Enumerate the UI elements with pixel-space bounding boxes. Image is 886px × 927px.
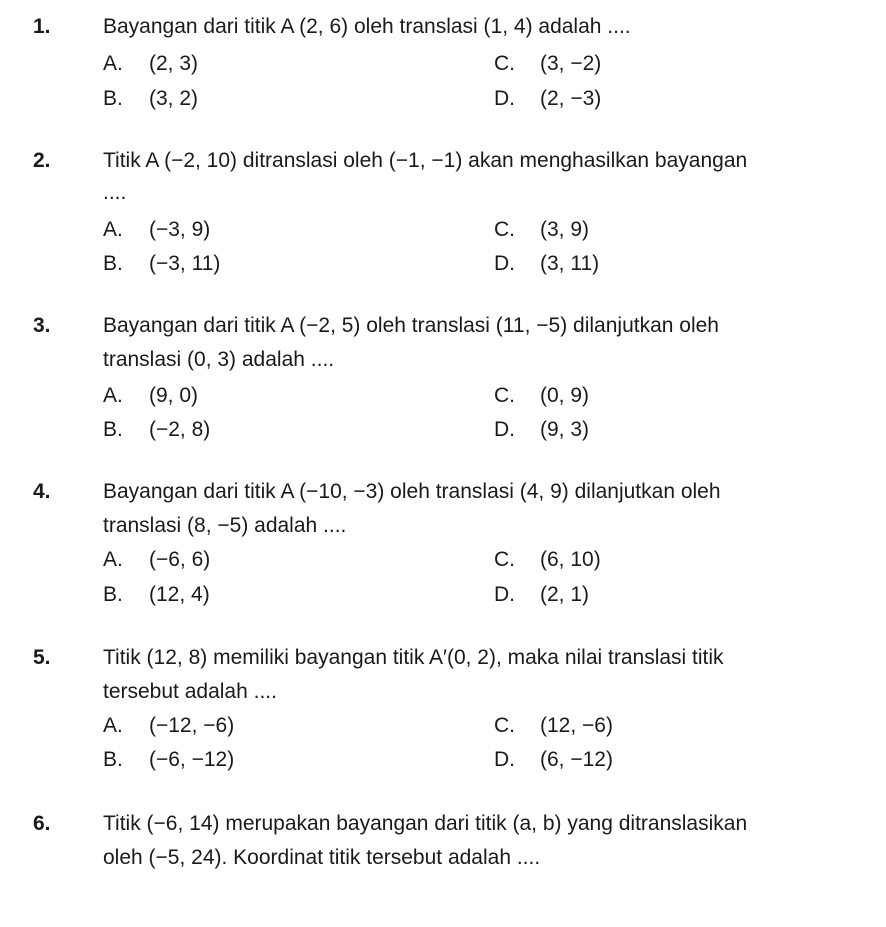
option-label: B. (103, 87, 123, 110)
question-number: 6. (33, 812, 51, 835)
option-value: (9, 3) (540, 418, 590, 441)
question-text-continued: translasi (8, −5) adalah .... (103, 514, 347, 537)
option-value: (2, 1) (540, 583, 590, 606)
option-label: A. (103, 714, 123, 737)
option-label: B. (103, 252, 123, 275)
option-value: (2, −3) (540, 87, 602, 110)
option-label: C. (494, 384, 515, 407)
question-text: Bayangan dari titik A (2, 6) oleh translasi (1, 4) adalah .... (103, 15, 631, 38)
question-text-continued: translasi (0, 3) adalah .... (103, 348, 335, 371)
option-value: (6, 10) (540, 548, 601, 571)
option-label: B. (103, 748, 123, 771)
question-text: Bayangan dari titik A (−2, 5) oleh translasi (11, −5) dilanjutkan oleh (103, 314, 719, 337)
option-label: A. (103, 384, 123, 407)
option-label: B. (103, 418, 123, 441)
option-label: C. (494, 218, 515, 241)
option-value: (2, 3) (149, 52, 199, 75)
question-text: Titik A (−2, 10) ditranslasi oleh (−1, −1) akan menghasilkan bayangan (103, 149, 748, 172)
question-text: Titik (−6, 14) merupakan bayangan dari titik (a, b) yang ditranslasikan (103, 812, 748, 835)
option-label: D. (494, 87, 515, 110)
option-value: (−6, 6) (149, 548, 211, 571)
question-number: 5. (33, 646, 51, 669)
question-number: 1. (33, 15, 51, 38)
option-label: A. (103, 218, 123, 241)
option-value: (3, 11) (540, 252, 600, 275)
option-value: (−3, 9) (149, 218, 211, 241)
option-label: D. (494, 583, 515, 606)
option-value: (12, −6) (540, 714, 613, 737)
question-text-continued: oleh (−5, 24). Koordinat titik tersebut adalah .... (103, 846, 541, 869)
option-value: (−2, 8) (149, 418, 211, 441)
question-number: 3. (33, 314, 51, 337)
option-label: D. (494, 418, 515, 441)
option-value: (3, 9) (540, 218, 590, 241)
option-label: C. (494, 548, 515, 571)
option-value: (6, −12) (540, 748, 613, 771)
option-label: D. (494, 748, 515, 771)
question-text: Bayangan dari titik A (−10, −3) oleh translasi (4, 9) dilanjutkan oleh (103, 480, 721, 503)
option-value: (3, 2) (149, 87, 199, 110)
option-label: A. (103, 52, 123, 75)
option-label: C. (494, 714, 515, 737)
question-number: 2. (33, 149, 51, 172)
option-label: C. (494, 52, 515, 75)
option-value: (−3, 11) (149, 252, 221, 275)
option-label: A. (103, 548, 123, 571)
question-text-continued: .... (103, 181, 127, 204)
option-label: B. (103, 583, 123, 606)
question-number: 4. (33, 480, 51, 503)
option-label: D. (494, 252, 515, 275)
option-value: (−6, −12) (149, 748, 235, 771)
question-text-continued: tersebut adalah .... (103, 680, 277, 703)
option-value: (0, 9) (540, 384, 590, 407)
question-text: Titik (12, 8) memiliki bayangan titik A′(0, 2), maka nilai translasi titik (103, 646, 724, 669)
option-value: (3, −2) (540, 52, 602, 75)
option-value: (12, 4) (149, 583, 210, 606)
option-value: (9, 0) (149, 384, 199, 407)
option-value: (−12, −6) (149, 714, 235, 737)
